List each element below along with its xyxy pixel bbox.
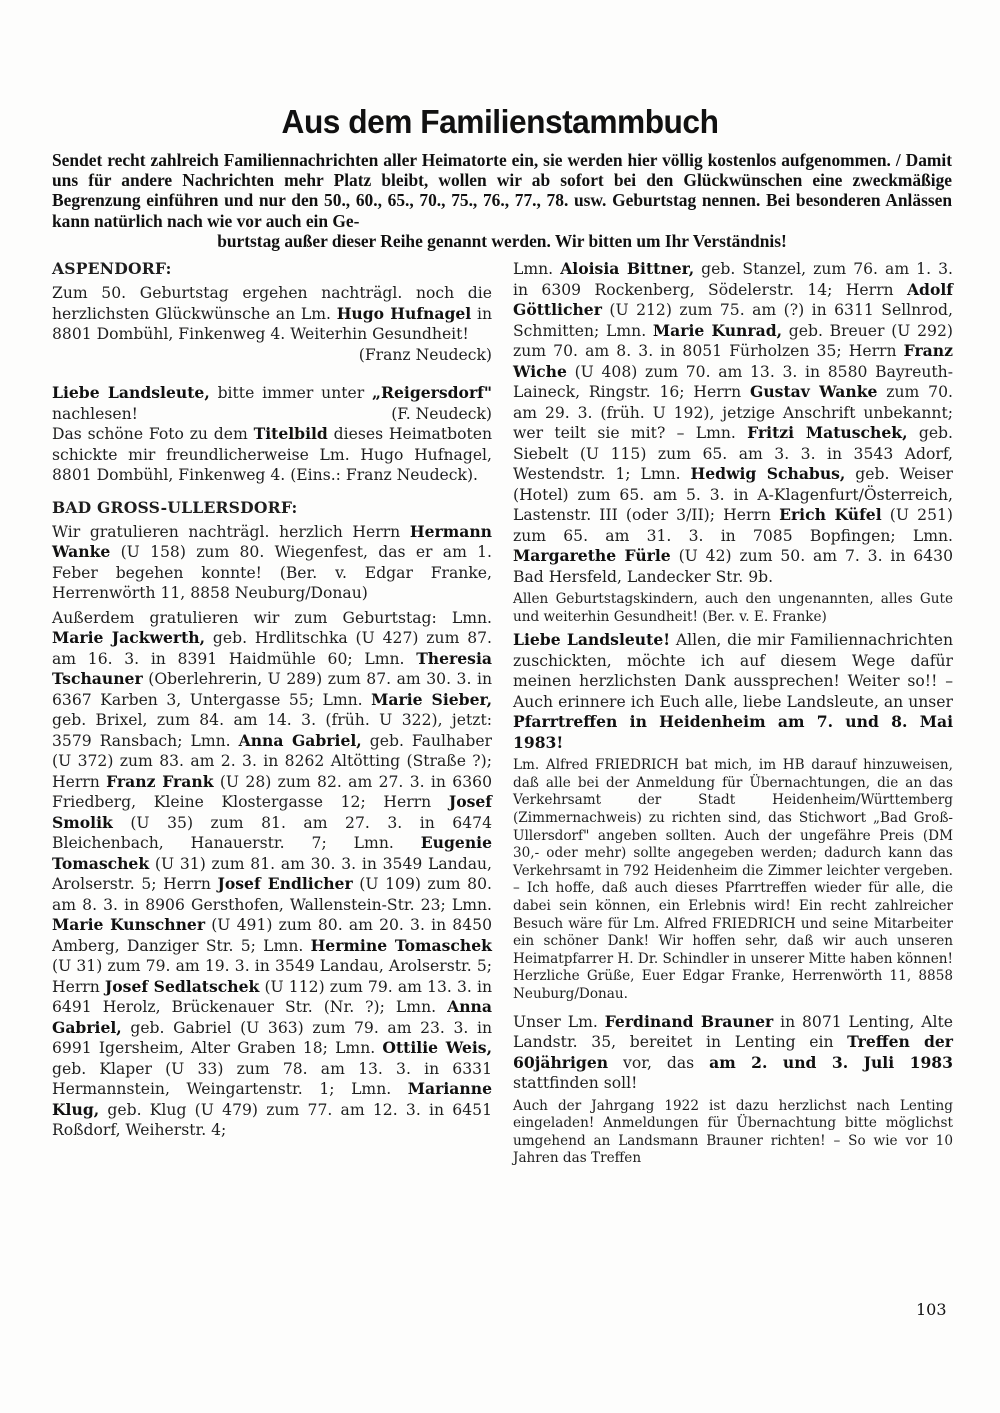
event-highlight: Treffen der 60jährigen bbox=[513, 1032, 953, 1072]
birthday-entry: Lmn. Marianne Klug, geb. Klug (U 479) zum 77. am 12. 3. in 6451 Roßdorf, Weiherstr. 4; bbox=[52, 1079, 492, 1139]
text: Wir gratulieren nachträgl. herzlich Herrn bbox=[52, 522, 410, 541]
text: dieses Heimatboten schickte mir freundlicherweise Lm. Hugo Hufnagel, 8801 Dombühl, Finkenweg 4. (Eins.: Franz Neudeck). bbox=[52, 425, 492, 484]
person-name: Adolf Göttlicher bbox=[513, 279, 953, 319]
intro-last-line: burtstag außer dieser Reihe genannt werden. Wir bitten um Ihr Verständnis! bbox=[217, 230, 787, 251]
text: in 8071 Lenting, Alte Landstr. 35, bereitet in Lenting ein bbox=[513, 1012, 953, 1051]
closing-wishes: Allen Geburtstagskindern, auch den ungenannten, alles Gute und weiterhin Gesundheit! (Ber. v. E. Franke) bbox=[513, 591, 953, 625]
person-name: Josef Endlicher bbox=[217, 874, 353, 893]
birthday-entry: Herrn Franz Frank (U 28) zum 82. am 27. 3. in 6360 Friedberg, Kleine Klostergasse 12; bbox=[52, 771, 492, 811]
person-name: Theresia Tschauner bbox=[52, 648, 492, 688]
text: bitte immer unter bbox=[209, 384, 373, 402]
bold-text: Liebe Landsleute, bbox=[52, 383, 210, 402]
page-title: Aus dem Familienstammbuch bbox=[281, 103, 719, 140]
birthday-entry: Lmn. Marie Jackwerth, geb. Hrdlitschka (U 427) zum 87. am 16. 3. in 8391 Haidmühle 60; bbox=[52, 608, 493, 668]
person-name: Hermann Wanke bbox=[52, 521, 492, 561]
signature: (Franz Neudeck) bbox=[358, 345, 492, 364]
letter-paragraph bbox=[513, 630, 953, 753]
person-name: Josef Sedlatschek bbox=[104, 976, 260, 996]
text: Außerdem gratulieren wir zum Geburtstag: bbox=[52, 608, 452, 627]
section-heading-bad-gross-ullersdorf: BAD GROSS-ULLERSDORF: bbox=[52, 497, 298, 517]
birthday-entry: Lmn. Anna Gabriel, geb. Faulhaber (U 372) zum 83. am 2. 3. in 8262 Altötting (Straße ?); bbox=[52, 730, 492, 770]
birthday-entry: Lmn. Hermine Tomaschek (U 31) zum 79. am 19. 3. in 3549 Landau, Arolserstr. 5; bbox=[52, 935, 492, 975]
text: Das schöne Foto zu dem bbox=[52, 425, 254, 443]
birthday-entry: Lmn. Anna Gabriel, geb. Gabriel (U 363) zum 79. am 23. 3. in 6991 Igersheim, Alter Graben 18; bbox=[52, 997, 492, 1057]
person-name: Hermine Tomaschek bbox=[310, 935, 492, 955]
birthday-entry: Lmn. Marie Sieber, geb. Brixel, zum 84. am 14. 3. (früh. U 322), jetzt: 3579 Ransbach; bbox=[52, 689, 493, 750]
section-heading-aspendorf: ASPENDORF: bbox=[52, 259, 172, 278]
person-name: Fritzi Matuschek, bbox=[747, 423, 908, 442]
person-name: Hedwig Schabus, bbox=[690, 464, 846, 483]
birthday-entry: Herrn Franz Wiche (U 408) zum 70. am 13. 3. in 8580 Bayreuth-Laineck, Ringstr. 16; bbox=[513, 341, 953, 401]
text: Unser Lm. bbox=[513, 1012, 605, 1031]
person-name: Eugenie Tomaschek bbox=[52, 833, 492, 873]
text: in 8801 Dombühl, Finkenweg 4. Weiterhin Gesundheit! bbox=[52, 304, 492, 343]
cover-photo-paragraph bbox=[52, 424, 492, 486]
birthday-list-left bbox=[52, 608, 492, 1141]
person-name: Margarethe Fürle bbox=[513, 546, 671, 565]
brauner-paragraph bbox=[513, 1012, 953, 1094]
person-name: Marie Sieber, bbox=[371, 689, 493, 709]
event-highlight: Pfarrtreffen in Heidenheim am 7. und 8. Mai 1983! bbox=[513, 712, 953, 752]
person-name: Marie Kunrad, bbox=[652, 320, 783, 340]
person-name: Anna Gabriel, bbox=[52, 997, 492, 1037]
person-name: Marie Jackwerth, bbox=[52, 628, 206, 647]
birthday-entry: Herrn Josef Endlicher (U 109) zum 80. am 8. 3. in 8906 Gersthofen, Wallenstein-Str. 23; bbox=[52, 874, 492, 914]
birthday-entry: Lmn. Marie Kunschner (U 491) zum 80. am 20. 3. in 8450 Amberg, Danziger Str. 5; bbox=[52, 895, 492, 955]
person-name: Ottilie Weis, bbox=[382, 1038, 492, 1057]
intro-notice bbox=[52, 150, 952, 251]
birthday-entry: Lmn. Margarethe Fürle (U 42) zum 50. am 7. 3. in 6430 Bad Hersfeld, Landecker Str. 9b. bbox=[513, 526, 953, 586]
person-name: Aloisia Bittner, bbox=[560, 259, 695, 278]
person-name: Gustav Wanke bbox=[750, 382, 878, 401]
signature: (F. Neudeck) bbox=[391, 404, 492, 423]
left-column bbox=[52, 259, 492, 1141]
person-name: Hugo Hufnagel bbox=[336, 303, 472, 323]
birthday-entry: Herrn Erich Küfel (U 251) zum 65. am 31. 3. in 7085 Bopfingen; bbox=[513, 505, 953, 545]
right-column bbox=[513, 259, 953, 1168]
birthday-entry: Herrn Gustav Wanke zum 70. am 29. 3. (früh. U 192), jetzige Anschrift unbekannt; wer teilt sie mit? – bbox=[513, 382, 953, 442]
wanke-paragraph bbox=[52, 522, 492, 604]
birthday-entry: Herrn Josef Sedlatschek (U 112) zum 79. am 13. 3. in 6491 Herolz, Brückenauer Str. (Nr. ?); bbox=[52, 976, 492, 1016]
bold-text: Liebe Landsleute! bbox=[513, 630, 671, 650]
person-name: Marie Kunschner bbox=[52, 915, 206, 934]
person-name: Franz Frank bbox=[106, 771, 214, 791]
text: stattfinden soll! bbox=[513, 1074, 638, 1092]
birthday-entry: Lmn. Aloisia Bittner, geb. Stanzel, zum 76. am 1. 3. in 6309 Rockenberg, Södelerstr. 14; bbox=[513, 259, 953, 299]
person-name: Anna Gabriel, bbox=[238, 730, 362, 750]
friedrich-notice: Lm. Alfred FRIEDRICH bat mich, im HB darauf hinzuweisen, daß alle bei der Anmeldung für Übernachtungen, die an das Verkehrsamt der Stadt Heidenheim/Württemberg (Zimmernachweis) zu richten sind, das Stichwort „Bad Groß-Ullersdorf" angeben sollten. Auch der ungefähre Preis (DM 30,- oder mehr) sollte angegeben werden; dadurch kann das Verkehrsamt in 792 Heidenheim die Zimmer leichter vergeben. – Ich hoffe, daß auch dieses Pfarrtreffen wieder für alle, die dabei sein können, ein Erlebnis wird! Ein recht zahlreicher Besuch wäre für Lm. Alfred FRIEDRICH und seine Mitarbeiter ein schöner Dank! Wir hoffen sehr, daß wir auch unseren Heimatpfarrer H. Dr. Schindler in unserer Mitte haben können! Herzliche Grüße, Euer Edgar Franke, Herrenwörth 11, 8858 Neuburg/Donau. bbox=[513, 757, 953, 1002]
bold-text: „Reigersdorf" bbox=[372, 383, 492, 402]
person-name: Marianne Klug, bbox=[52, 1079, 492, 1119]
intro-text: Sendet recht zahlreich Familiennachrichten aller Heimatorte ein, sie werden hier völlig kostenlos aufgenommen. / Damit uns für andere Nachrichten mehr Platz bleibt, wollen wir ab sofort bei den Glückwünschen eine zweckmäßige Begrenzung einführen und nur den 50., 60., 65., 70., 75., 76., 77., 78. usw. Geburtstag nennen. Bei besonderen Anlässen kann natürlich nach wie vor auch ein Ge- bbox=[52, 150, 952, 231]
event-date: am 2. und 3. Juli 1983 bbox=[709, 1052, 953, 1072]
birthday-entry: Lmn. Eugenie Tomaschek (U 31) zum 81. am 30. 3. in 3549 Landau, Arolserstr. 5; bbox=[52, 833, 492, 893]
birthday-entry: Lmn. Theresia Tschauner (Oberlehrerin, U 289) zum 87. am 30. 3. in 6367 Karben 3, Untergasse 55; bbox=[52, 648, 492, 709]
aspendorf-birthday-paragraph bbox=[52, 283, 492, 364]
person-name: Erich Küfel bbox=[779, 505, 882, 524]
text: vor, das bbox=[608, 1053, 710, 1072]
birthday-entry: Herrn Josef Smolik (U 35) zum 81. am 27. 3. in 6474 Bleichenbach, Hanauerstr. 7; bbox=[52, 792, 492, 852]
birthday-entry: Lmn. Ottilie Weis, geb. Klaper (U 33) zum 78. am 13. 3. in 6331 Hermannstein, Weingartenstr. 1; bbox=[52, 1038, 492, 1098]
jahrgang-notice: Auch der Jahrgang 1922 ist dazu herzlichst nach Lenting eingeladen! Anmeldungen für Übernachtung bitte möglichst umgehend an Landsmann Brauner richten! – So wie vor 10 Jahren das Treffen bbox=[513, 1097, 953, 1167]
person-name: Josef Smolik bbox=[52, 792, 492, 832]
text: Allen, die mir Familiennachrichten zuschickten, möchte ich auf diesem Wege dafür meinen herzlichsten Dank aussprechen! Weiter so!! – Auch erinnere ich Euch alle, liebe Landsleute, an unser bbox=[513, 631, 953, 711]
birthday-entry: Lmn. Hedwig Schabus, geb. Weiser (Hotel) zum 65. am 5. 3. in A-Klagenfurt/Österreich, Lastenstr. III (oder 3/II); bbox=[513, 464, 953, 524]
text: Zum 50. Geburtstag ergehen nachträgl. noch die herzlichsten Glückwünsche an Lm. bbox=[52, 284, 492, 323]
bold-text: Titelbild bbox=[253, 424, 328, 443]
person-name: Franz Wiche bbox=[513, 341, 953, 381]
text: nachlesen! bbox=[52, 404, 138, 423]
page-number: 103 bbox=[916, 1300, 947, 1319]
birthday-entry: Lmn. Marie Kunrad, geb. Breuer (U 292) zum 70. am 8. 3. in 8051 Fürholzen 35; bbox=[513, 320, 953, 360]
reigersdorf-notice bbox=[52, 383, 492, 424]
birthday-list-right bbox=[513, 259, 953, 587]
text: (U 158) zum 80. Wiegenfest, das er am 1. Feber begehen konnte! (Ber. v. Edgar Franke, Herrenwörth 11, 8858 Neuburg/Donau) bbox=[52, 543, 492, 602]
birthday-entry: Lmn. Fritzi Matuschek, geb. Siebelt (U 115) zum 65. am 3. 3. in 3543 Adorf, Westendstr. 1; bbox=[513, 423, 954, 483]
birthday-entry: Herrn Adolf Göttlicher (U 212) zum 75. am (?) in 6311 Sellnrod, Schmitten; bbox=[513, 279, 953, 340]
person-name: Ferdinand Brauner bbox=[604, 1011, 774, 1031]
